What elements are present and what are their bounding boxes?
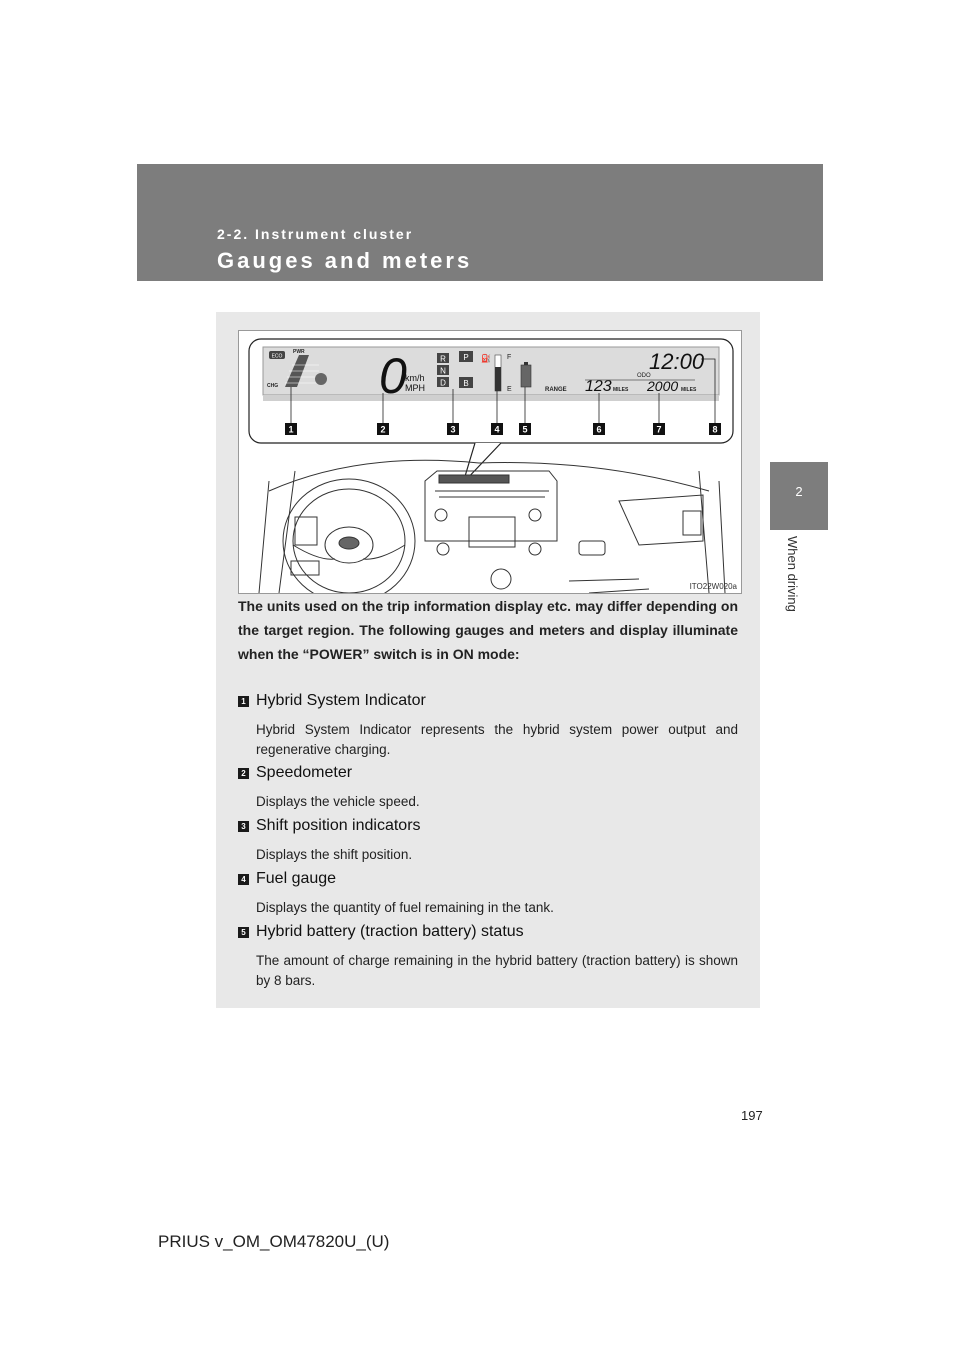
item-description: Displays the quantity of fuel remaining in the tank. xyxy=(256,900,554,915)
svg-text:6: 6 xyxy=(596,424,602,435)
figure-code: ITO22W020a xyxy=(689,582,737,591)
gear-r: R xyxy=(440,354,446,364)
item-title: Hybrid battery (traction battery) status xyxy=(256,923,524,940)
chg-label: CHG xyxy=(267,383,279,389)
item-marker: 4 xyxy=(238,874,249,885)
item-hybrid-system-indicator xyxy=(238,692,738,760)
item-title: Fuel gauge xyxy=(256,870,337,887)
section-label: 2-2. Instrument cluster xyxy=(217,226,414,242)
unit-kmh: km/h xyxy=(405,373,425,383)
intro-text: The units used on the trip information display etc. may differ depending on the target region. The following gauges and meters and display illuminate when the “POWER” switch is in ON mode: xyxy=(238,598,738,662)
item-speedometer xyxy=(238,764,738,812)
fuel-empty-label: E xyxy=(507,386,512,393)
item-description: Displays the vehicle speed. xyxy=(256,794,420,809)
item-description: Hybrid System Indicator represents the hybrid system power output and regenerative charging. xyxy=(256,722,738,757)
item-marker: 2 xyxy=(238,768,249,779)
svg-text:5: 5 xyxy=(522,424,528,435)
fuel-pump-icon: ⛽ xyxy=(481,354,491,363)
svg-text:2: 2 xyxy=(380,424,386,435)
gear-n: N xyxy=(440,366,446,376)
instrument-cluster-figure xyxy=(238,330,742,594)
cluster-illustration xyxy=(239,331,741,593)
gear-b: B xyxy=(463,379,469,388)
item-hybrid-battery-status xyxy=(238,923,738,991)
content-panel xyxy=(216,312,760,1008)
item-description: The amount of charge remaining in the hybrid battery (traction battery) is shown by 8 bars. xyxy=(256,953,738,988)
odo-label: ODO xyxy=(637,373,651,379)
ready-icon xyxy=(315,373,327,385)
item-shift-position-indicators xyxy=(238,817,738,865)
chapter-label: When driving xyxy=(785,536,800,612)
clock-display: 12:00 xyxy=(649,349,705,374)
chapter-tab xyxy=(770,462,828,530)
range-label: RANGE xyxy=(545,387,567,393)
item-title: Shift position indicators xyxy=(256,817,421,834)
gear-p: P xyxy=(463,353,469,362)
range-unit: MILES xyxy=(613,387,629,393)
item-title: Hybrid System Indicator xyxy=(256,692,426,709)
speed-value: 0 xyxy=(379,348,407,404)
item-marker: 3 xyxy=(238,821,249,832)
unit-mph: MPH xyxy=(405,383,425,393)
item-description: Displays the shift position. xyxy=(256,847,413,862)
eco-label: ECO xyxy=(271,353,283,360)
svg-text:4: 4 xyxy=(494,424,500,435)
svg-text:8: 8 xyxy=(712,424,718,435)
section-header xyxy=(137,164,823,281)
item-title: Speedometer xyxy=(256,764,353,781)
item-marker: 5 xyxy=(238,927,249,938)
page-number: 197 xyxy=(741,1108,763,1123)
svg-text:7: 7 xyxy=(656,424,662,435)
document-code: PRIUS v_OM_OM47820U_(U) xyxy=(158,1232,390,1251)
item-fuel-gauge xyxy=(238,870,738,918)
gear-d: D xyxy=(440,378,446,388)
odo-value: 2000 xyxy=(647,378,679,394)
range-value: 123 xyxy=(585,378,612,395)
fuel-full-label: F xyxy=(507,354,512,361)
battery-icon xyxy=(521,365,531,387)
page-title: Gauges and meters xyxy=(217,248,473,273)
odo-unit: MILES xyxy=(681,387,697,393)
svg-text:1: 1 xyxy=(288,424,294,435)
pwr-label: PWR xyxy=(293,349,305,355)
item-marker: 1 xyxy=(238,696,249,707)
chapter-number: 2 xyxy=(795,484,803,499)
svg-text:3: 3 xyxy=(450,424,456,435)
dashboard-line-art xyxy=(259,460,725,593)
